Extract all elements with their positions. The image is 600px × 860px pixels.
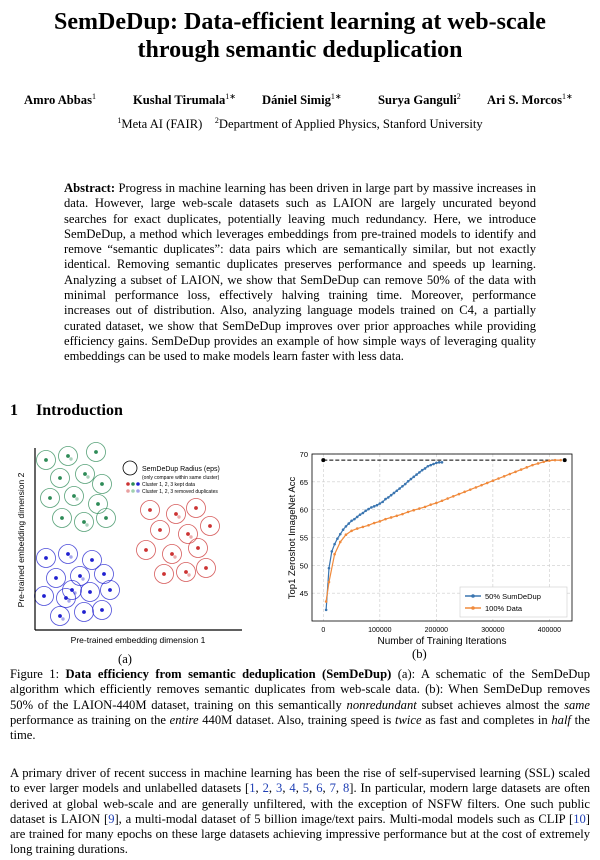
data-point <box>325 609 328 612</box>
data-point <box>379 502 382 505</box>
legend-series-2: 100% Data <box>485 604 523 613</box>
duplicate-point <box>81 577 84 580</box>
duplicate-point <box>69 457 72 460</box>
data-point <box>373 505 376 508</box>
citation-link[interactable]: 1 <box>249 781 256 796</box>
data-point <box>345 533 348 536</box>
data-point <box>503 475 506 478</box>
series-line-1 <box>326 462 442 610</box>
data-point <box>379 520 382 523</box>
data-point <box>381 501 384 504</box>
data-point <box>531 464 534 467</box>
data-point <box>429 464 432 467</box>
data-point <box>362 512 365 515</box>
legend-series-1: 50% SumDeDup <box>485 592 541 601</box>
subfigure-b-label: (b) <box>412 647 427 661</box>
data-point <box>463 491 466 494</box>
citation-link[interactable]: 3 <box>276 781 283 796</box>
x-tick-label: 400000 <box>537 627 562 634</box>
duplicate-point <box>187 573 190 576</box>
legend-removed: Cluster 1, 2, 3 removed duplicates <box>142 489 218 495</box>
data-point <box>559 459 562 462</box>
accuracy-chart <box>285 448 580 660</box>
data-point <box>44 556 48 560</box>
data-point <box>186 532 190 536</box>
data-point <box>370 506 373 509</box>
data-point <box>88 590 92 594</box>
reference-marker <box>563 458 567 462</box>
data-point <box>102 572 106 576</box>
data-point <box>94 450 98 454</box>
data-point <box>362 526 365 529</box>
data-point <box>158 528 162 532</box>
x-axis-label: Pre-trained embedding dimension 1 <box>70 635 206 645</box>
data-point <box>435 502 438 505</box>
data-point <box>196 546 200 550</box>
data-point <box>100 608 104 612</box>
title-line-1: SemDeDup: Data-efficient learning at web-scale <box>54 9 546 35</box>
citation-link[interactable]: 4 <box>289 781 296 796</box>
y-tick-label: 50 <box>299 561 308 571</box>
citation-link[interactable]: 8 <box>342 781 350 796</box>
author: Kushal Tirumala$^{1∗}$ <box>133 92 236 108</box>
data-point <box>412 509 415 512</box>
data-point <box>486 482 489 485</box>
author: Dániel Simig$^{1∗}$ <box>262 92 342 108</box>
data-point <box>401 513 404 516</box>
data-point <box>424 467 427 470</box>
y-tick-label: 55 <box>299 533 308 543</box>
data-point <box>350 520 353 523</box>
data-point <box>438 461 441 464</box>
data-point <box>435 462 438 465</box>
data-point <box>373 522 376 525</box>
data-point <box>194 506 198 510</box>
data-point <box>336 537 339 540</box>
data-point <box>367 524 370 527</box>
y-tick-label: 60 <box>299 505 308 515</box>
data-point <box>395 489 398 492</box>
data-point <box>415 473 418 476</box>
data-point <box>82 610 86 614</box>
data-point <box>208 524 212 528</box>
duplicate-point <box>85 523 88 526</box>
duplicate-point <box>73 591 76 594</box>
y-tick-label: 70 <box>299 450 308 459</box>
data-point <box>404 483 407 486</box>
x-axis-label: Number of Training Iterations <box>377 636 507 647</box>
data-point <box>108 588 112 592</box>
data-point <box>427 465 430 468</box>
data-point <box>480 484 483 487</box>
data-point <box>90 558 94 562</box>
data-point <box>325 600 328 603</box>
data-point <box>83 472 87 476</box>
data-point <box>418 507 421 510</box>
data-point <box>525 466 528 469</box>
data-point <box>429 503 432 506</box>
data-point <box>441 499 444 502</box>
abstract-label: Abstract: <box>64 181 116 195</box>
data-point <box>390 494 393 497</box>
y-axis-label: Top1 Zeroshot ImageNet Acc <box>287 476 298 600</box>
data-point <box>66 552 70 556</box>
duplicate-point <box>173 555 176 558</box>
citation-link[interactable]: 6 <box>316 781 323 796</box>
data-point <box>387 496 390 499</box>
data-point <box>424 506 427 509</box>
data-point <box>367 508 370 511</box>
data-point <box>96 502 100 506</box>
data-point <box>407 511 410 514</box>
legend-note: (only compare within same cluster) <box>142 475 220 481</box>
data-point <box>509 473 512 476</box>
citation-link[interactable]: 9 <box>108 811 115 826</box>
data-point <box>345 525 348 528</box>
data-point <box>148 508 152 512</box>
data-point <box>339 533 342 536</box>
data-point <box>54 576 58 580</box>
data-point <box>554 459 557 462</box>
radius-legend-icon <box>123 461 137 475</box>
data-point <box>542 460 545 463</box>
data-point <box>339 541 342 544</box>
data-point <box>410 478 413 481</box>
legend-title: SemDeDup Radius (eps) <box>142 466 220 473</box>
data-point <box>58 476 62 480</box>
abstract <box>64 181 536 365</box>
data-point <box>44 458 48 462</box>
citation-link[interactable]: 2 <box>262 781 269 796</box>
data-point <box>469 488 472 491</box>
data-point <box>48 496 52 500</box>
data-point <box>401 485 404 488</box>
data-point <box>359 513 362 516</box>
reference-marker <box>321 458 325 462</box>
data-point <box>393 492 396 495</box>
data-point <box>328 567 331 570</box>
data-point <box>384 498 387 501</box>
data-point <box>162 572 166 576</box>
citation-link[interactable]: 10 <box>573 811 586 826</box>
data-point <box>458 493 461 496</box>
data-point <box>497 477 500 480</box>
duplicate-point <box>67 599 70 602</box>
legend <box>123 461 220 495</box>
data-point <box>204 566 208 570</box>
data-point <box>418 471 421 474</box>
data-point <box>441 461 444 464</box>
author: Surya Ganguli$^2$ <box>378 92 461 108</box>
data-point <box>333 553 336 556</box>
data-point <box>70 588 74 592</box>
data-point <box>364 509 367 512</box>
title-line-2: through semantic deduplication <box>137 37 463 63</box>
data-point <box>384 518 387 521</box>
data-point <box>514 471 517 474</box>
intro-paragraph: A primary driver of recent success in machine learning has been the rise of self-supervised learning (SSL) scaled to ever larger models and unlabelled datasets [1, 2, 3, 4, 5, 6, 7, 8]. In particular, modern large datasets are often derived at global web-scale and are generally unfiltered, with the exception of NSFW filters. One such public dataset is LAION [9], a multi-modal dataset of 5 billion image/text pairs. Multi-modal models such as CLIP [10] are trained for many epochs on these large datasets achieving impressive performance but at the cost of extremely long training durations. <box>10 766 591 857</box>
x-tick-label: 0 <box>321 627 326 634</box>
data-point <box>520 468 523 471</box>
data-point <box>42 594 46 598</box>
data-point <box>72 494 76 498</box>
data-point <box>376 504 379 507</box>
author: Ari S. Morcos$^{1∗}$ <box>487 92 573 108</box>
data-point <box>104 516 108 520</box>
data-point <box>492 479 495 482</box>
schematic-figure <box>10 440 250 660</box>
data-point <box>100 482 104 486</box>
data-point <box>390 516 393 519</box>
legend-kept: Cluster 1, 2, 3 kept data <box>142 482 196 488</box>
data-point <box>60 516 64 520</box>
y-tick-label: 45 <box>299 589 308 599</box>
y-tick-label: 65 <box>299 477 308 487</box>
x-tick-label: 100000 <box>368 627 392 634</box>
data-point <box>548 459 551 462</box>
duplicate-point <box>189 535 192 538</box>
x-tick-label: 200000 <box>424 627 449 634</box>
paper-title <box>0 8 600 64</box>
section-heading: 1 Introduction <box>10 402 123 419</box>
subfigure-a-label: (a) <box>118 652 132 666</box>
x-tick-label: 300000 <box>481 627 505 634</box>
data-point <box>356 516 359 519</box>
duplicate-point <box>86 475 89 478</box>
data-point <box>421 469 424 472</box>
affiliations: $^1$Meta AI (FAIR) $^2$Department of Applied Physics, Stanford University <box>117 116 483 132</box>
duplicate-point <box>69 555 72 558</box>
data-point <box>82 520 86 524</box>
data-point <box>184 570 188 574</box>
data-point <box>330 550 333 553</box>
data-point <box>144 548 148 552</box>
data-point <box>58 614 62 618</box>
data-point <box>452 495 455 498</box>
duplicate-point <box>61 617 64 620</box>
data-point <box>446 497 449 500</box>
series-line-2 <box>326 460 561 601</box>
author: Amro Abbas$^1$ <box>24 92 96 108</box>
data-point <box>328 581 331 584</box>
figure-caption: Figure 1: Data efficiency from semantic deduplication (SemDeDup) (a): A schematic of the SemDeDup algorithm which efficiently removes semantic duplicates from web-scale data. (b): When SemDeDup removes 50% of the LAION-440M dataset, training on this semantically nonredundant subset achieves almost the same performance as training on the entire 440M dataset. Also, training speed is twice as fast and completes in half the time. <box>10 667 590 743</box>
data-point <box>398 487 401 490</box>
data-point <box>333 543 336 546</box>
abstract-text: Progress in machine learning has been driven in large part by massive increases in data. However, large web-scale datasets such as LAION are largely uncurated beyond searches for exact duplicates, potentially leaving much redundancy. Here, we introduce SemDeDup, a method which leverages embeddings from pre-trained models to identify and remove “semantic duplicates”: data pairs which are semantically similar, but not exactly identical. Removing semantic duplicates preserves performance and speeds up learning. Analyzing a subset of LAION, we show that SemDeDup can remove 50% of the data with minimal performance loss, effectively halving training time. Moreover, performance increases out of distribution. Also, analyzing language models trained on C4, a partially curated dataset, we show that SemDeDup improves over prior approaches while providing efficiency gains. SemDeDup provides an example of how simple ways of leveraging quality embeddings can be used to make models learn faster with less data. <box>64 181 536 364</box>
data-point <box>347 522 350 525</box>
data-point <box>66 454 70 458</box>
data-point <box>395 514 398 517</box>
data-point <box>174 512 178 516</box>
data-point <box>537 462 540 465</box>
data-point <box>170 552 174 556</box>
data-point <box>432 463 435 466</box>
citation-link[interactable]: 7 <box>329 781 336 796</box>
data-point <box>475 486 478 489</box>
data-point <box>78 574 82 578</box>
chart-legend <box>460 587 567 617</box>
data-point <box>342 528 345 531</box>
data-point <box>350 530 353 533</box>
duplicate-point <box>177 515 180 518</box>
duplicate-point <box>75 497 78 500</box>
data-point <box>412 476 415 479</box>
data-point <box>356 527 359 530</box>
y-axis-label: Pre-trained embedding dimension 2 <box>16 472 26 608</box>
citation-link[interactable]: 5 <box>302 781 310 796</box>
data-point <box>353 518 356 521</box>
data-point <box>407 480 410 483</box>
